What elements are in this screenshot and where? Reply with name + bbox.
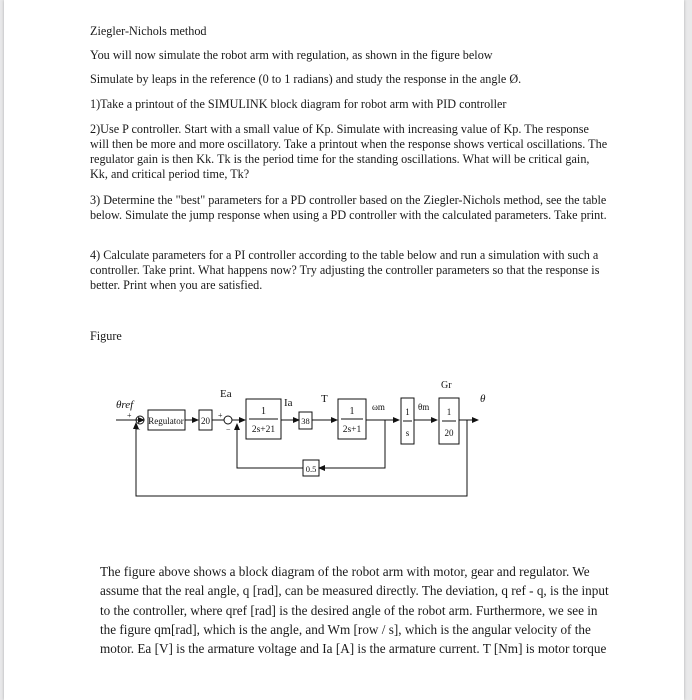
integrator-num: 1	[405, 407, 410, 417]
doc-title: Ziegler-Nichols method	[90, 24, 207, 38]
motor-tf-den: 2s+21	[251, 425, 276, 435]
ia-label: Ia	[284, 397, 293, 409]
gear-den: 20	[444, 428, 454, 438]
theta-m-label: θm	[418, 402, 430, 412]
load-tf-num: 1	[349, 406, 355, 417]
feedback-gain-label: 0.5	[305, 464, 317, 474]
regulator-label: Regulator	[148, 416, 184, 426]
load-tf-den: 2s+1	[342, 425, 362, 435]
figure-label: Figure	[90, 329, 122, 343]
outer-feedback-line	[136, 420, 467, 496]
task-2: 2)Use P controller. Start with a small value of Kp. Simulate with increasing value of Kp. The response will then be more and more oscillatory. Take a printout when the response shows vertical oscillations. The regulator gain is then Kk. Tk is the period time for the standing oscillations. What will be critical gain, Kk, and critical period time, Tk?	[90, 122, 608, 181]
gear-label: Gr	[441, 380, 452, 391]
task-4: 4) Calculate parameters for a PI controller according to the table below and run a simulation with such a controller. Take print. What happens now? Try adjusting the controller parameters so that the response is better. Print when you are satisfied.	[90, 248, 600, 292]
gain-38-label: 38	[301, 416, 310, 426]
motor-tf-num: 1	[261, 406, 266, 417]
gear-num: 1	[446, 407, 452, 417]
omega-m-label: ωm	[372, 402, 385, 412]
torque-label: T	[321, 393, 328, 405]
task-1: 1)Take a printout of the SIMULINK block diagram for robot arm with PID controller	[90, 97, 507, 111]
theta-output-label: θ	[480, 393, 486, 405]
sum-junction-2	[224, 416, 232, 424]
figure-caption: The figure above shows a block diagram of the robot arm with motor, gear and regulator. We assume that the real angle, q [rad], can be measured directly. The deviation, q ref - q, is the input to the controller, where qref [rad] is the desired angle of the robot arm. Furthermore, we see in the figure qm[rad], which is the angle, and Wm [row / s], which is the angular velocity of the motor. Ea [V] is the armature voltage and Ia [A] is the armature current. T [Nm] is motor torque	[100, 564, 609, 657]
svg-text:−: −	[226, 425, 231, 434]
svg-text:+: +	[127, 411, 132, 420]
ea-label: Ea	[220, 388, 232, 400]
document-page	[4, 0, 684, 700]
gain-20-label: 20	[201, 416, 210, 426]
intro-text: You will now simulate the robot arm with regulation, as shown in the figure below	[90, 48, 493, 62]
task-3: 3) Determine the "best" parameters for a PD controller based on the Ziegler-Nichols method, see the table below. Simulate the jump response when using a PD controller with the calculated parameters. Take print.	[90, 193, 607, 222]
simulate-text: Simulate by leaps in the reference (0 to 1 radians) and study the response in the angle Ø.	[90, 72, 522, 86]
integrator-den: s	[405, 428, 410, 438]
svg-text:−: −	[136, 425, 141, 434]
theta-ref-label: θref	[116, 399, 134, 411]
block-diagram	[4, 0, 684, 520]
svg-text:+: +	[218, 411, 223, 420]
